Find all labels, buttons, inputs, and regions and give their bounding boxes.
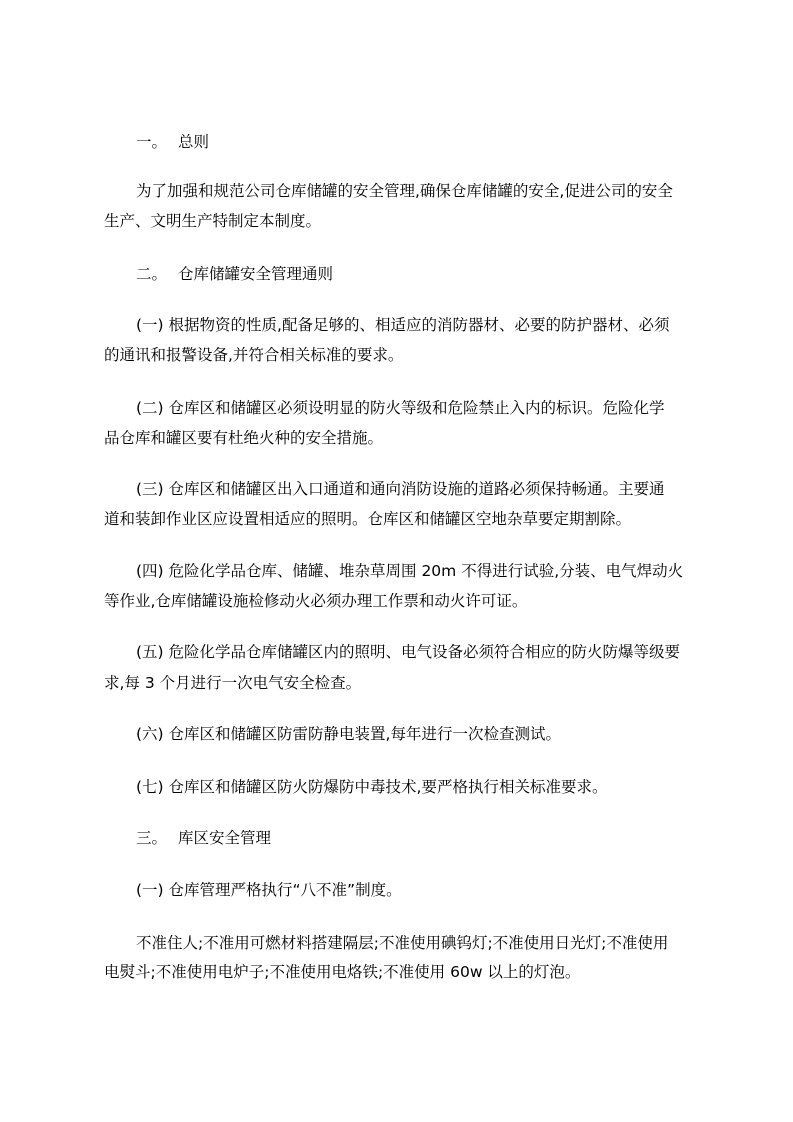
section-heading-1	[136, 132, 209, 152]
section-number: 三。	[136, 829, 168, 847]
section-title: 总则	[178, 133, 210, 151]
section-title: 仓库储罐安全管理通则	[178, 265, 334, 283]
section-heading-2	[136, 264, 333, 284]
list-item-line: (二) 仓库区和储罐区必须设明显的防火等级和危险禁止入内的标识。危险化学	[136, 399, 665, 417]
list-item-line: (三) 仓库区和储罐区出入口通道和通向消防设施的道路必须保持畅通。主要通	[136, 480, 665, 498]
list-item-line: (六) 仓库区和储罐区防雷防静电装置,每年进行一次检查测试。	[136, 725, 561, 743]
list-item-line: 道和装卸作业区应设置相适应的照明。仓库区和储罐区空地杂草要定期割除。	[104, 510, 632, 528]
section-number: 二。	[136, 265, 168, 283]
paragraph-line: 不准住人;不准用可燃材料搭建隔层;不准使用碘钨灯;不准使用日光灯;不准使用	[136, 934, 669, 952]
section-number: 一。	[136, 133, 168, 151]
list-item-line: 求,每 3 个月进行一次电气安全检查。	[104, 674, 362, 692]
paragraph-line: 为了加强和规范公司仓库储罐的安全管理,确保仓库储罐的安全,促进公司的安全	[136, 182, 673, 200]
list-item-line: (一) 根据物资的性质,配备足够的、相适应的消防器材、必要的防护器材、必须	[136, 316, 670, 334]
section-heading-3	[136, 828, 271, 848]
list-item-line: (一) 仓库管理严格执行“八不准”制度。	[136, 881, 402, 899]
list-item-line: (四) 危险化学品仓库、储罐、堆杂草周围 20m 不得进行试验,分装、电气焊动火	[136, 562, 684, 580]
paragraph-line: 电熨斗;不准使用电炉子;不准使用电烙铁;不准使用 60w 以上的灯泡。	[104, 963, 581, 981]
list-item-line: 等作业,仓库储罐设施检修动火必须办理工作票和动火许可证。	[104, 592, 528, 610]
list-item-line: 品仓库和罐区要有杜绝火种的安全措施。	[104, 429, 384, 447]
list-item-line: (五) 危险化学品仓库储罐区内的照明、电气设备必须符合相应的防火防爆等级要	[136, 643, 681, 661]
section-title: 库区安全管理	[178, 829, 272, 847]
list-item-line: 的通讯和报警设备,并符合相关标准的要求。	[104, 346, 404, 364]
paragraph-line: 生产、文明生产特制定本制度。	[104, 212, 322, 230]
list-item-line: (七) 仓库区和储罐区防火防爆防中毒技术,要严格执行相关标准要求。	[136, 778, 608, 796]
